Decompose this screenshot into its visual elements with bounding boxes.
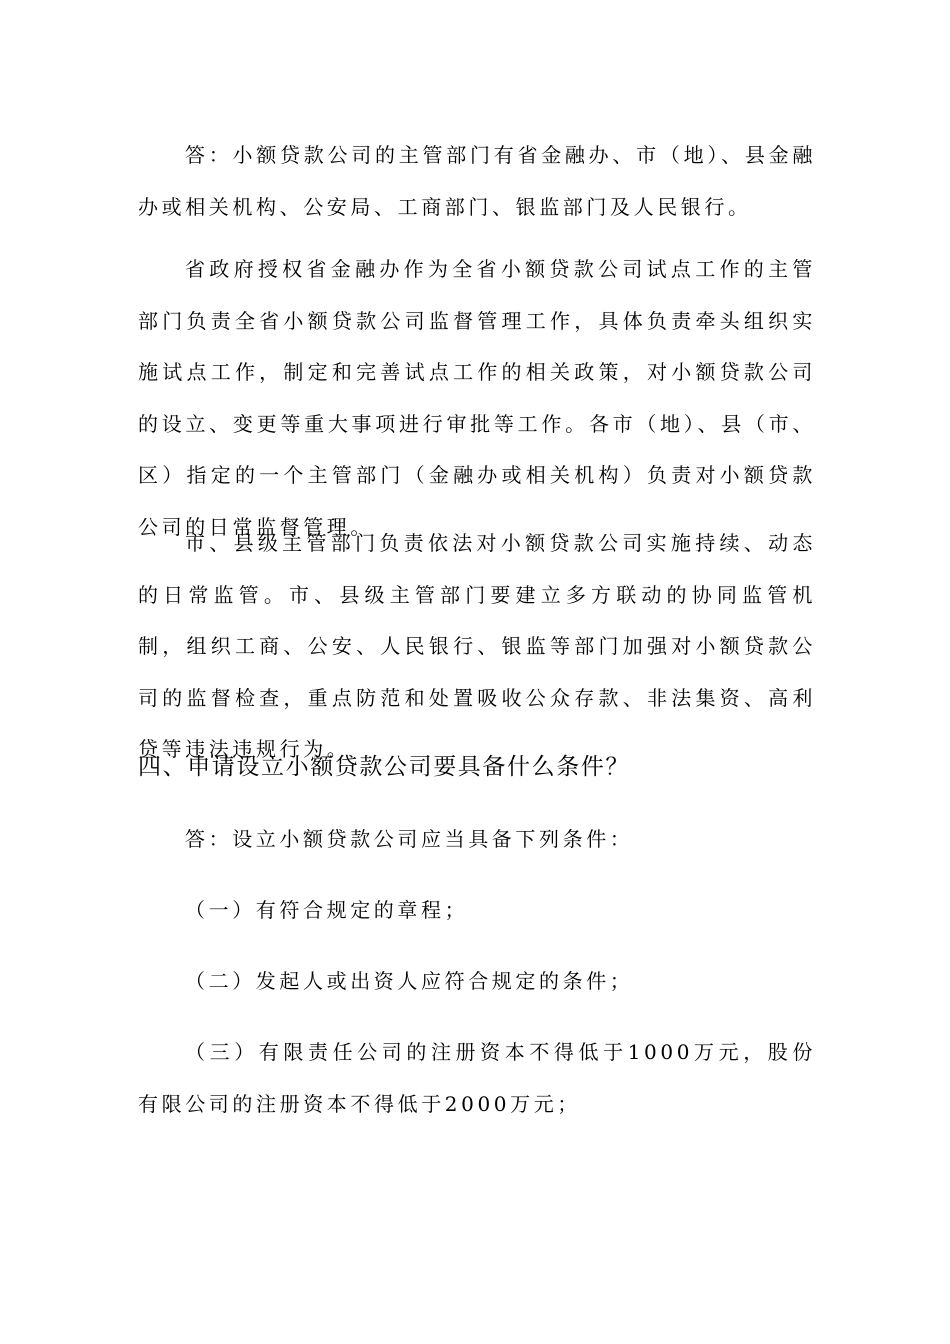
paragraph-provincial-authority: 省政府授权省金融办作为全省小额贷款公司试点工作的主管部门负责全省小额贷款公司监督管理工作，具体负责牵头组织实施试点工作，制定和完善试点工作的相关政策，对小额贷款公司的设立、变更等重大事项进行审批等工作。各市（地）、县（市、区）指定的一个主管部门（金融办或相关机构）负责对小额贷款公司的日常监督管理。 <box>138 257 816 539</box>
condition-item-3: （三）有限责任公司的注册资本不得低于1000万元，股份有限公司的注册资本不得低于2000万元； <box>138 1040 816 1116</box>
condition-item-1: （一）有符合规定的章程； <box>185 898 469 922</box>
paragraph-city-county-supervision: 市、县级主管部门负责依法对小额贷款公司实施持续、动态的日常监管。市、县级主管部门要建立多方联动的协同监管机制，组织工商、公安、人民银行、银监等部门加强对小额贷款公司的监督检查，重点防范和处置吸收公众存款、非法集资、高利贷等违法违规行为。 <box>138 531 816 761</box>
condition-item-2: （二）发起人或出资人应符合规定的条件； <box>185 969 634 993</box>
answer-paragraph-supervisors: 答：小额贷款公司的主管部门有省金融办、市（地）、县金融办或相关机构、公安局、工商部门、银监部门及人民银行。 <box>138 143 816 219</box>
answer-intro-conditions: 答：设立小额贷款公司应当具备下列条件： <box>185 827 634 851</box>
section-heading-four: 四、申请设立小额贷款公司要具备什么条件？ <box>138 754 630 780</box>
